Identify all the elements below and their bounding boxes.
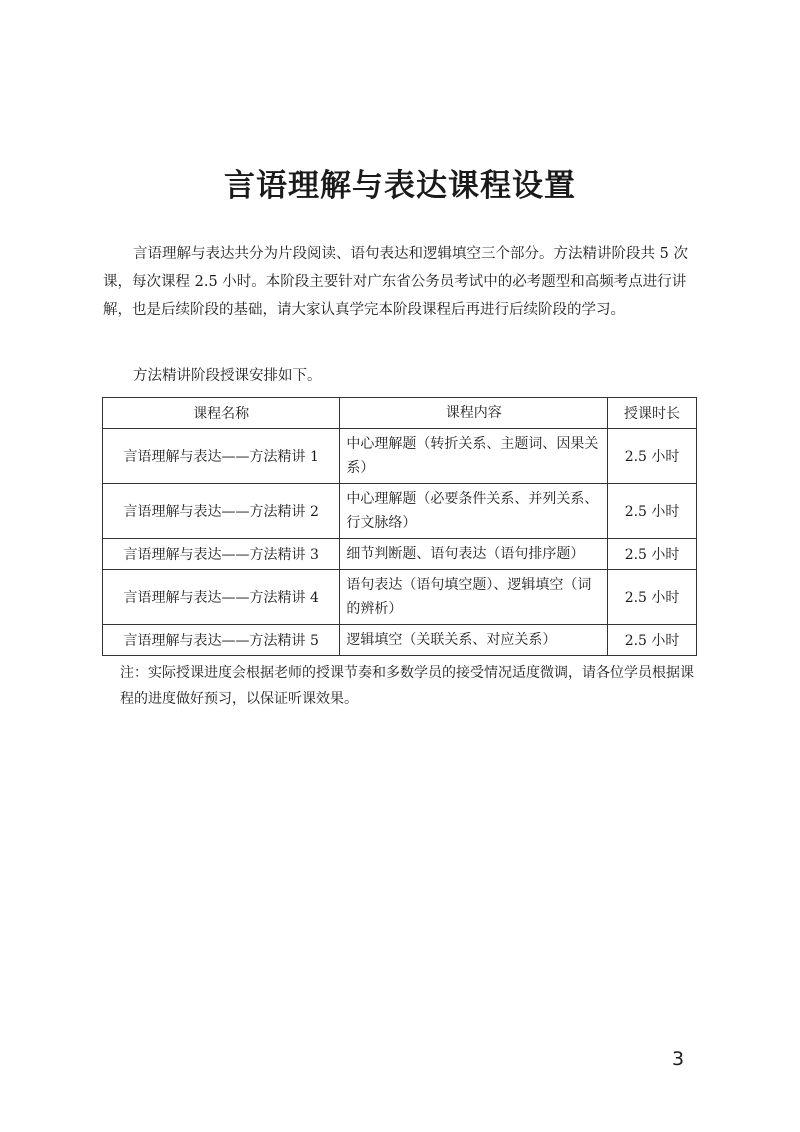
header-duration: 授课时长: [608, 398, 697, 429]
table-row: [103, 625, 697, 656]
course-name-cell: 言语理解与表达——方法精讲 3: [103, 539, 340, 570]
header-course-content: 课程内容: [340, 398, 608, 429]
course-content-cell: 中心理解题（必要条件关系、并列关系、行文脉络）: [340, 484, 608, 539]
intro-paragraph: 言语理解与表达共分为片段阅读、语句表达和逻辑填空三个部分。方法精讲阶段共 5 次课，每次课程 2.5 小时。本阶段主要针对广东省公务员考试中的必考题型和高频考点进行讲解，也是后续阶段的基础，请大家认真学完本阶段课程后再进行后续阶段的学习。: [103, 246, 688, 318]
table-header-row: [103, 398, 697, 429]
course-schedule-table: [102, 397, 697, 656]
table-row: [103, 429, 697, 484]
course-content-cell: 语句表达（语句填空题）、逻辑填空（词的辨析）: [340, 570, 608, 625]
note-paragraph: 注：实际授课进度会根据老师的授课节奏和多数学员的接受情况适度微调，请各位学员根据课程的进度做好预习，以保证听课效果。: [120, 665, 694, 707]
course-content-cell: 逻辑填空（关联关系、对应关系）: [340, 625, 608, 656]
course-name-cell: 言语理解与表达——方法精讲 4: [103, 570, 340, 625]
duration-cell: 2.5 小时: [608, 429, 697, 484]
course-content-cell: 细节判断题、语句表达（语句排序题）: [340, 539, 608, 570]
table-row: [103, 570, 697, 625]
duration-cell: 2.5 小时: [608, 484, 697, 539]
duration-cell: 2.5 小时: [608, 539, 697, 570]
header-course-name: 课程名称: [103, 398, 340, 429]
course-name-cell: 言语理解与表达——方法精讲 5: [103, 625, 340, 656]
course-content-cell: 中心理解题（转折关系、主题词、因果关系）: [340, 429, 608, 484]
course-name-cell: 言语理解与表达——方法精讲 2: [103, 484, 340, 539]
page-number: 3: [672, 1048, 685, 1070]
page-title: 言语理解与表达课程设置: [224, 168, 576, 204]
course-name-cell: 言语理解与表达——方法精讲 1: [103, 429, 340, 484]
table-row: [103, 484, 697, 539]
table-row: [103, 539, 697, 570]
duration-cell: 2.5 小时: [608, 625, 697, 656]
duration-cell: 2.5 小时: [608, 570, 697, 625]
schedule-intro: 方法精讲阶段授课安排如下。: [133, 368, 322, 384]
